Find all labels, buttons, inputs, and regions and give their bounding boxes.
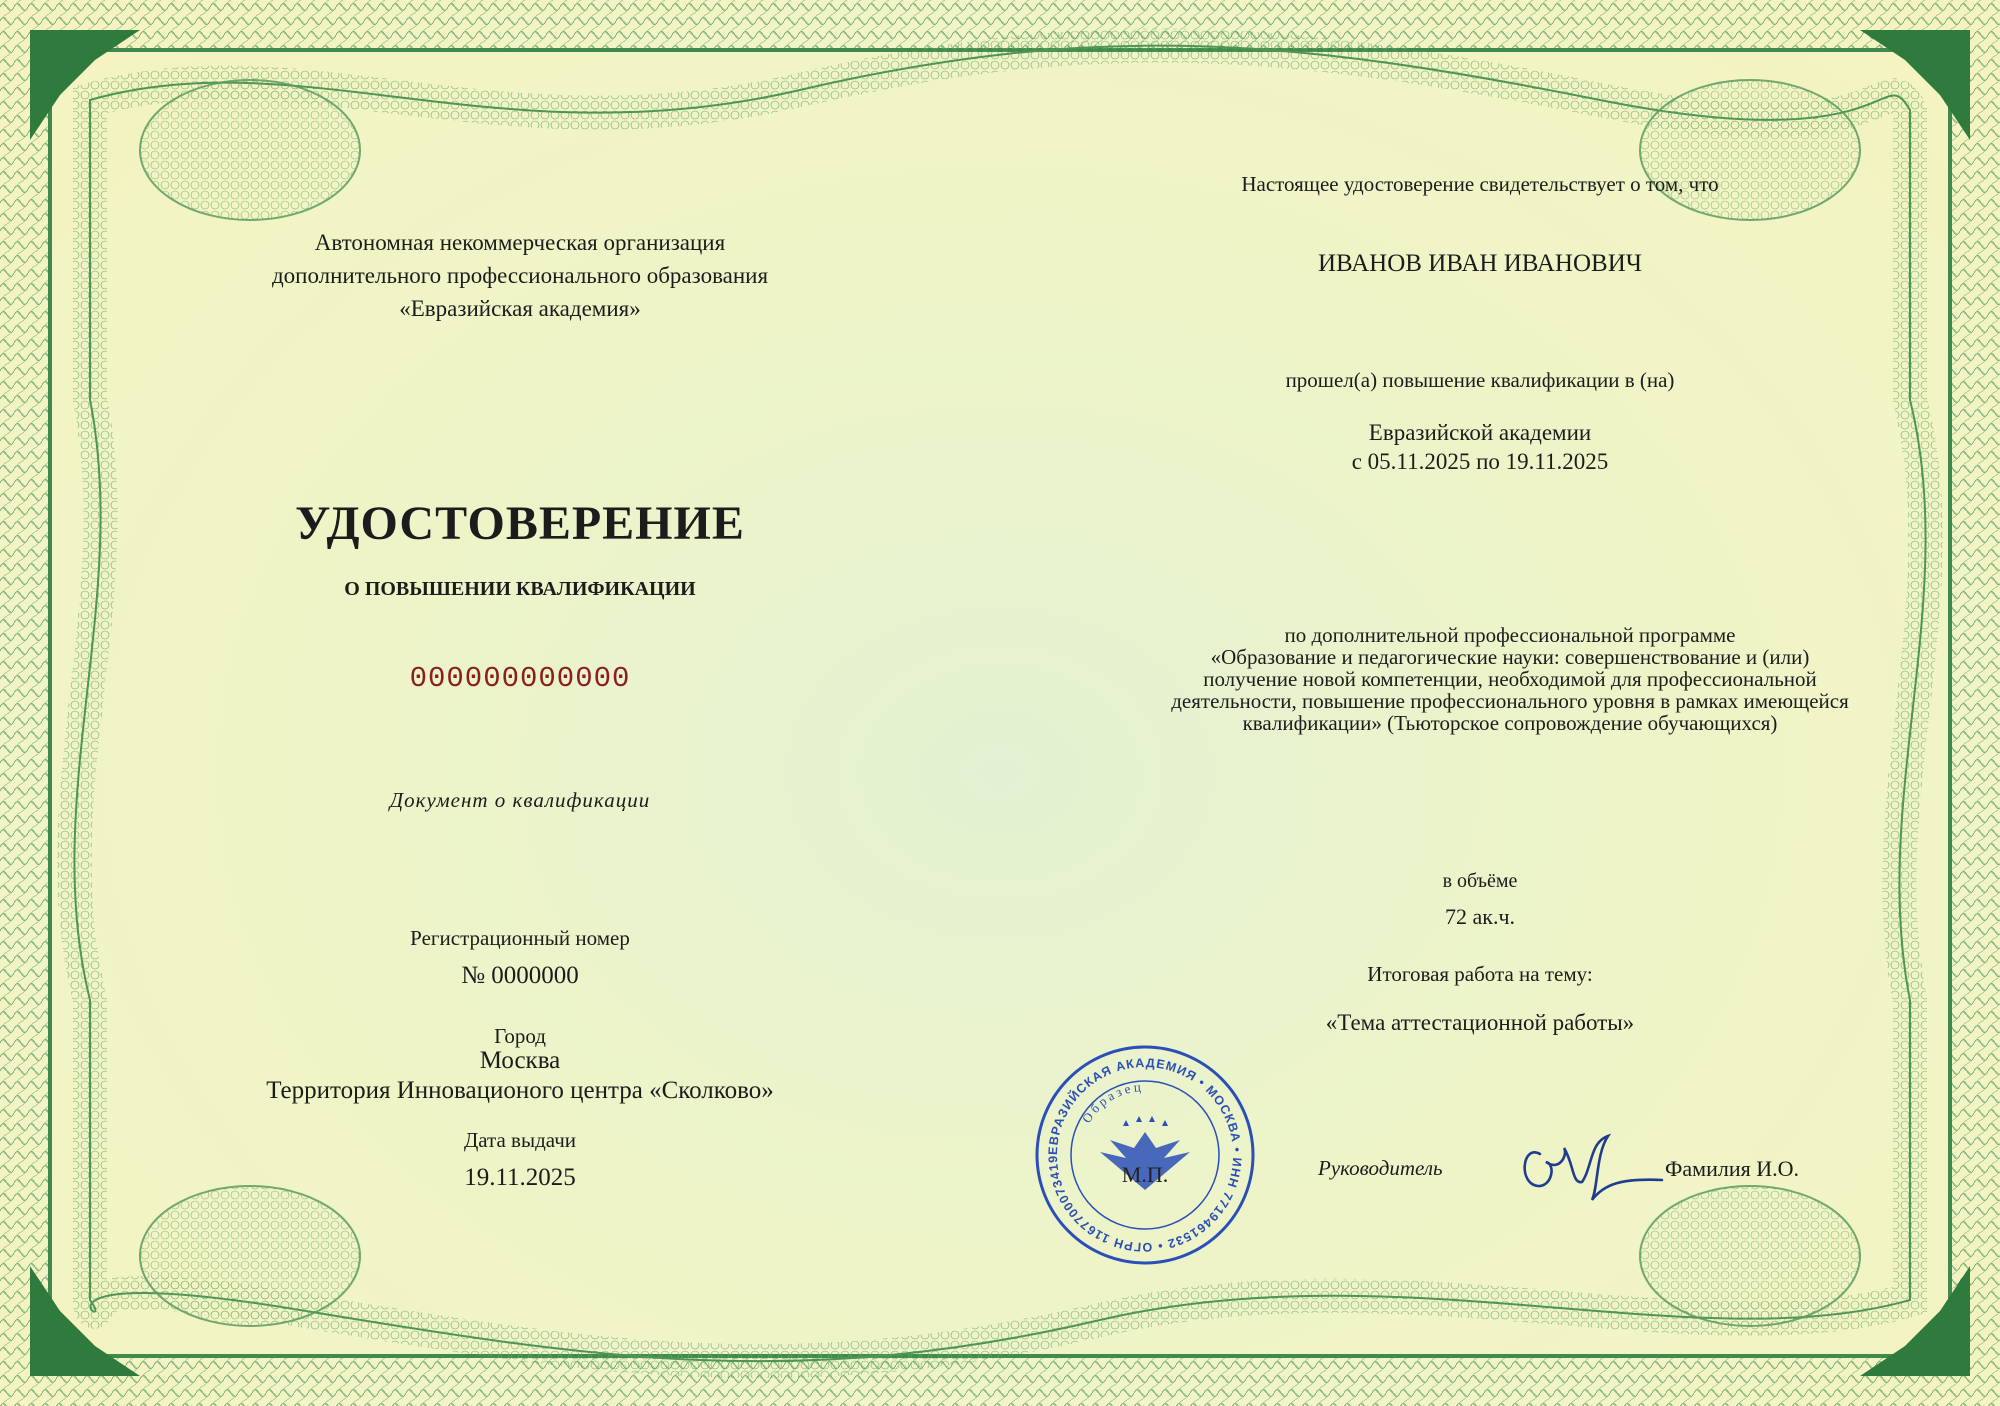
issue-date-label: Дата выдачи xyxy=(463,1128,577,1152)
document-type: Документ о квалификации xyxy=(389,788,651,812)
certifies-text: Настоящее удостоверение свидетельствует о том, что xyxy=(1241,172,1719,196)
period: с 05.11.2025 по 19.11.2025 xyxy=(1351,449,1609,474)
program-line-5: квалификации» (Тьюторское сопровождение обучающихся) xyxy=(1242,711,1778,735)
head-label: Руководитель xyxy=(1318,1156,1443,1180)
org-line-3: «Евразийская академия» xyxy=(399,296,641,321)
certificate-title: УДОСТОВЕРЕНИЕ xyxy=(295,497,745,550)
org-line-2: дополнительного профессионального образования xyxy=(271,263,769,288)
holder-name: ИВАНОВ ИВАН ИВАНОВИЧ xyxy=(1317,250,1643,277)
certificate-subtitle: О ПОВЫШЕНИИ КВАЛИФИКАЦИИ xyxy=(344,578,696,600)
serial-number: 000000000000 xyxy=(409,662,631,695)
stamp-inner-text: Образец xyxy=(1078,1078,1145,1126)
issue-date: 19.11.2025 xyxy=(464,1164,576,1191)
stamp-center-text: М.П. xyxy=(1121,1162,1169,1187)
final-work-topic: «Тема аттестационной работы» xyxy=(1325,1010,1635,1035)
city-block xyxy=(150,1046,890,1106)
org-line-1: Автономная некоммерческая организация xyxy=(314,230,726,255)
institution: Евразийской академии xyxy=(1368,420,1592,445)
volume-label: в объёме xyxy=(1442,870,1518,892)
head-name: Фамилия И.О. xyxy=(1665,1156,1799,1181)
completed-text: прошел(а) повышение квалификации в (на) xyxy=(1285,368,1675,392)
registration-number: № 0000000 xyxy=(461,962,579,989)
stamp-outer-text: ЕВРАЗИЙСКАЯ АКАДЕМИЯ • МОСКВА • ИНН 7719461532 • ОГРН 1167700073419 xyxy=(1045,1055,1245,1255)
final-work-label: Итоговая работа на тему: xyxy=(1367,962,1593,986)
registration-label: Регистрационный номер xyxy=(410,926,630,950)
city-name: Москва xyxy=(479,1047,561,1074)
program-line-3: получение новой компетенции, необходимой для профессиональной xyxy=(1203,667,1817,691)
signature xyxy=(1512,1124,1672,1204)
program-line-1: по дополнительной профессиональной программе xyxy=(1284,623,1736,647)
city-detail: Территория Инновационого центра «Сколково» xyxy=(266,1077,774,1104)
volume-value: 72 ак.ч. xyxy=(1444,904,1516,929)
program-description xyxy=(1100,624,1920,734)
program-line-2: «Образование и педагогические науки: совершенствование и (или) xyxy=(1210,645,1810,669)
official-stamp xyxy=(1030,1040,1260,1270)
organization-name xyxy=(200,226,840,325)
program-line-4: деятельности, повышение профессионального уровня в рамках имеющейся xyxy=(1171,689,1849,713)
city-label: Город xyxy=(494,1024,546,1048)
institution-period xyxy=(1100,418,1860,476)
